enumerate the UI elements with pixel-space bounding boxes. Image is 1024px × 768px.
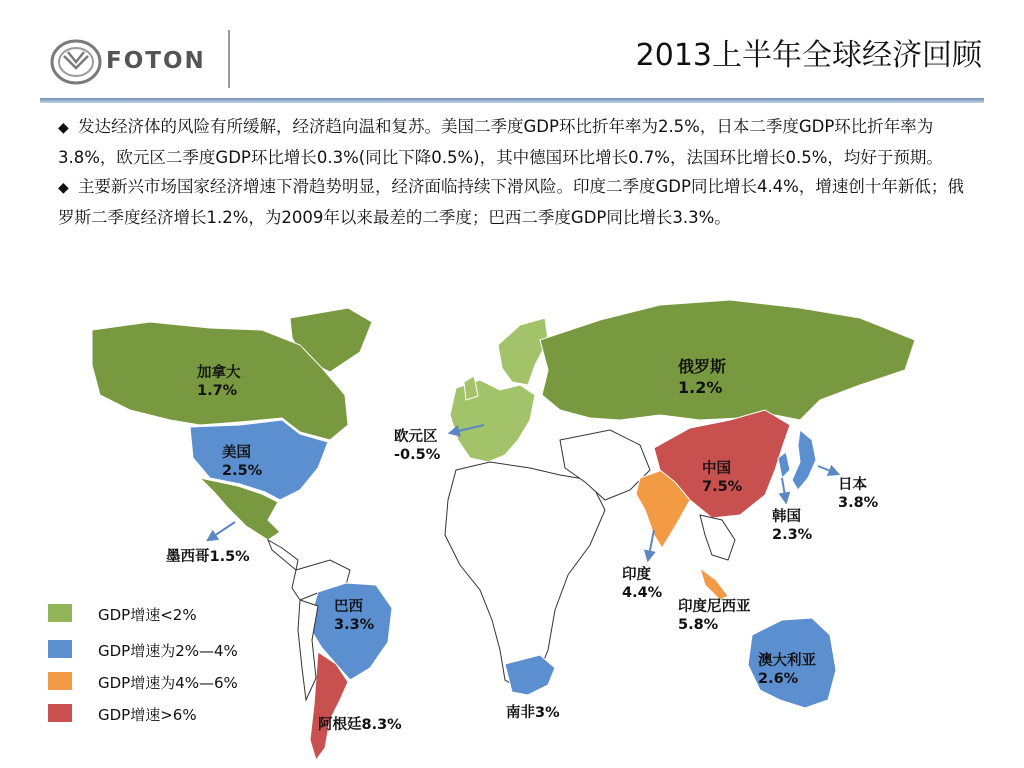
logo-text: FOTON xyxy=(106,48,206,74)
legend-label: GDP增速为4%—6% xyxy=(98,674,238,692)
southeast-asia-outline xyxy=(700,515,735,560)
paragraph-1-text: 发达经济体的风险有所缓解，经济趋向温和复苏。美国二季度GDP环比折年率为2.5%，日本二季度GDP环比折年率为3.8%，欧元区二季度GDP环比增长0.3%(同比下降0.5%)，其中德国环比增长0.7%，法国环比增长0.5%，均好于预期。 xyxy=(58,117,943,167)
canada-label: 加拿大 1.7% xyxy=(197,365,241,399)
legend-swatch xyxy=(48,604,72,622)
usa-label: 美国 2.5% xyxy=(222,445,263,479)
mexico-arrow xyxy=(208,522,235,540)
legend-label: GDP增速<2% xyxy=(98,606,197,624)
korea-label: 韩国 2.3% xyxy=(772,509,813,543)
legend-label: GDP增速>6% xyxy=(98,706,197,724)
india-arrow xyxy=(648,530,654,560)
mexico-label: 墨西哥1.5% xyxy=(166,549,250,565)
diamond-bullet-icon: ◆ xyxy=(58,180,69,196)
japan-region xyxy=(792,430,816,490)
central-america xyxy=(268,540,298,570)
legend-swatch xyxy=(48,704,72,722)
eurozone-label: 欧元区 -0.5% xyxy=(394,429,441,463)
korea-arrow xyxy=(782,478,786,502)
legend-swatch xyxy=(48,640,72,658)
russia-label: 俄罗斯 1.2% xyxy=(678,357,727,397)
brazil-label: 巴西 3.3% xyxy=(334,599,375,633)
japan-label: 日本 3.8% xyxy=(838,477,879,511)
russia-region xyxy=(540,300,915,420)
indonesia-label: 印度尼西亚 5.8% xyxy=(678,599,751,633)
eurozone-region xyxy=(450,380,535,462)
south-africa-label: 南非3% xyxy=(506,705,560,721)
china-label: 中国 7.5% xyxy=(702,461,743,495)
australia-label: 澳大利亚 2.6% xyxy=(758,653,816,687)
diamond-bullet-icon: ◆ xyxy=(58,120,69,136)
legend-swatch xyxy=(48,672,72,690)
page-title: 2013上半年全球经济回顾 xyxy=(635,38,982,73)
indonesia-region xyxy=(700,568,728,600)
africa-outline xyxy=(445,462,605,690)
india-label: 印度 4.4% xyxy=(622,567,663,601)
uk-region xyxy=(464,376,478,400)
scandinavia-region xyxy=(498,318,548,385)
legend-label: GDP增速为2%—4% xyxy=(98,642,238,660)
paragraph-2-text: 主要新兴市场国家经济增速下滑趋势明显，经济面临持续下滑风险。印度二季度GDP同比增长4.4%，增速创十年新低；俄罗斯二季度经济增长1.2%，为2009年以来最差的二季度；巴西二季度GDP同比增长3.3%。 xyxy=(58,177,964,227)
argentina-label: 阿根廷8.3% xyxy=(318,717,402,733)
japan-arrow xyxy=(818,466,838,474)
